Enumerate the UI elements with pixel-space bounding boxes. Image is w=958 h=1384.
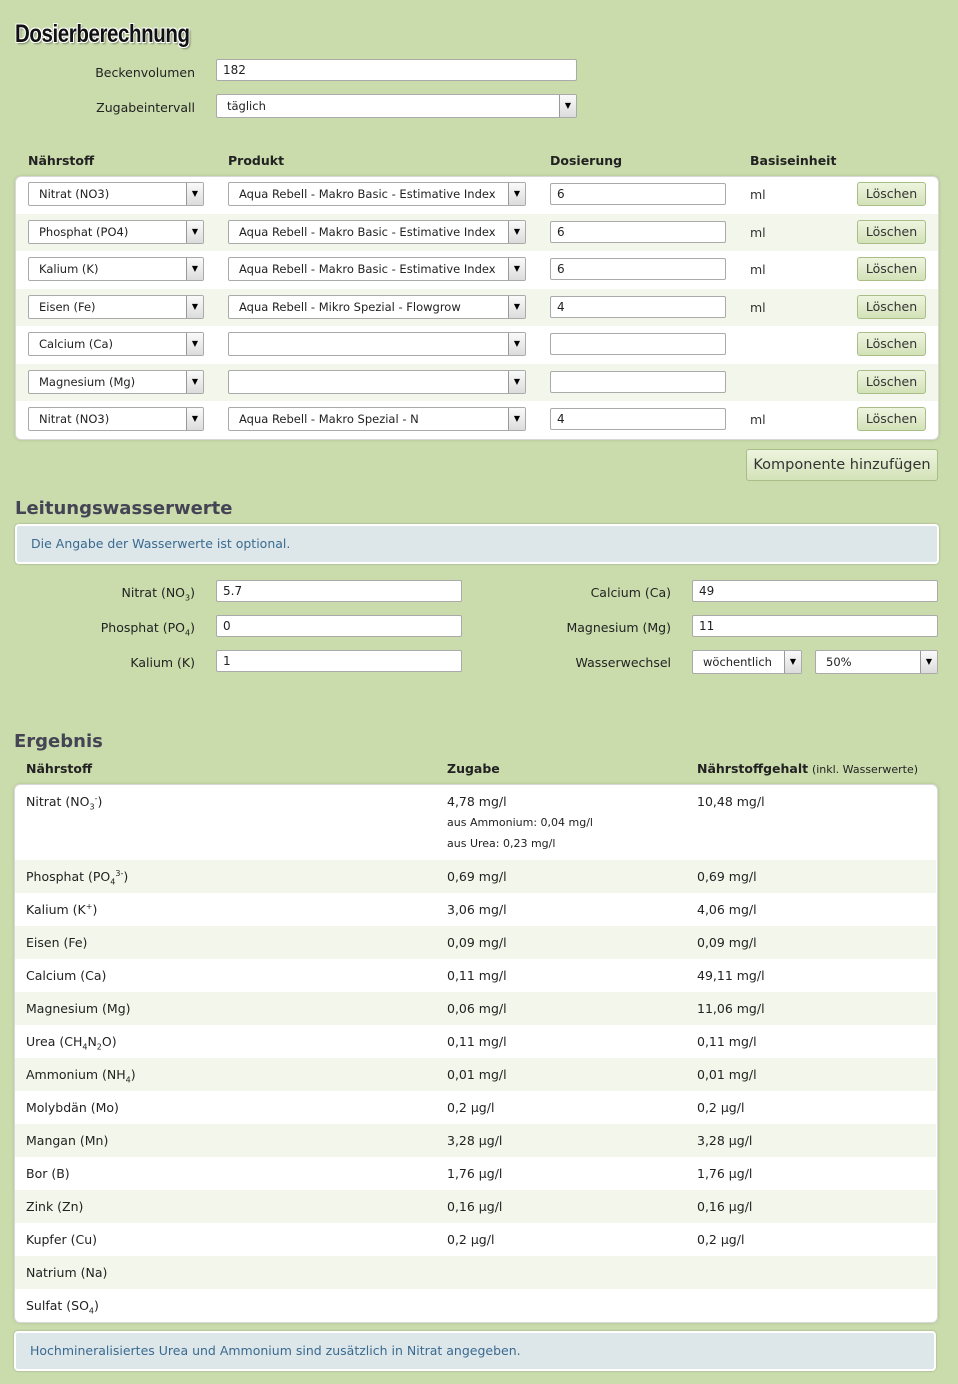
result-nitrate-add: 4,78 mg/l	[447, 794, 507, 809]
delete-button[interactable]: Löschen	[857, 407, 926, 431]
delete-button[interactable]: Löschen	[857, 182, 926, 206]
tap-calcium-input[interactable]: 49	[692, 580, 938, 602]
zugabeintervall-label: Zugabeintervall	[96, 100, 195, 115]
tapwater-info-text: Die Angabe der Wasserwerte ist optional.	[31, 536, 291, 551]
dose-input[interactable]: 6	[550, 183, 726, 205]
tapwater-info-box	[15, 524, 939, 564]
unit-text: ml	[750, 262, 766, 277]
result-potassium-name: Kalium (K+)	[26, 902, 98, 918]
tap-magnesium-input[interactable]: 11	[692, 615, 938, 637]
result-row-content: 3,28 µg/l	[697, 1133, 753, 1148]
result-row-add: 0,2 µg/l	[447, 1100, 495, 1115]
result-phosphate-add: 0,69 mg/l	[447, 869, 507, 884]
result-ammonium-add: 0,01 mg/l	[447, 1067, 507, 1082]
unit-text: ml	[750, 412, 766, 427]
result-col-zugabe: Zugabe	[447, 761, 500, 776]
dose-input[interactable]: 6	[550, 221, 726, 243]
product-select[interactable]	[228, 295, 526, 319]
result-row-stripe	[15, 1256, 936, 1289]
delete-button[interactable]: Löschen	[857, 332, 926, 356]
nutrient-select[interactable]	[28, 332, 204, 356]
dropdown-arrow-icon: ▼	[559, 95, 576, 117]
dropdown-arrow-icon: ▼	[186, 221, 203, 243]
result-row-name: Natrium (Na)	[26, 1265, 108, 1280]
dose-input[interactable]: 6	[550, 258, 726, 280]
result-title: Ergebnis	[14, 731, 103, 752]
delete-button[interactable]: Löschen	[857, 220, 926, 244]
unit-text: ml	[750, 225, 766, 240]
beckenvolumen-input[interactable]: 182	[216, 59, 577, 81]
col-header-dosierung: Dosierung	[550, 153, 623, 168]
tap-phosphate-label: Phosphat $(PO_4)$	[100, 620, 195, 638]
dose-input[interactable]	[550, 333, 726, 355]
nutrient-select-value: Phosphat (PO4)	[39, 225, 129, 239]
result-urea-content: 0,11 mg/l	[697, 1034, 757, 1049]
nutrient-select[interactable]	[28, 370, 204, 394]
delete-button[interactable]: Löschen	[857, 295, 926, 319]
dropdown-arrow-icon: ▼	[784, 651, 801, 673]
tap-potassium-input[interactable]: 1	[216, 650, 462, 672]
nutrient-select[interactable]	[28, 257, 204, 281]
dose-input[interactable]: 4	[550, 296, 726, 318]
waterchange-interval-value: wöchentlich	[703, 655, 772, 669]
product-select-value: Aqua Rebell - Makro Basic - Estimative Index	[239, 262, 496, 276]
delete-button[interactable]: Löschen	[857, 257, 926, 281]
dropdown-arrow-icon: ▼	[508, 221, 525, 243]
tap-potassium-label: Kalium (K)	[130, 655, 195, 670]
result-row-name: Zink (Zn)	[26, 1199, 84, 1214]
dropdown-arrow-icon: ▼	[186, 408, 203, 430]
result-footer-info-text: Hochmineralisiertes Urea und Ammonium sind zusätzlich in Nitrat angegeben.	[30, 1343, 521, 1358]
result-nitrate-ammonium: aus Ammonium: 0,04 mg/l	[447, 816, 593, 829]
nutrient-select-value: Kalium (K)	[39, 262, 99, 276]
nutrient-select-value: Magnesium (Mg)	[39, 375, 136, 389]
dropdown-arrow-icon: ▼	[508, 408, 525, 430]
zugabeintervall-select[interactable]	[216, 94, 577, 118]
result-col-naehrstoff: Nährstoff	[26, 761, 93, 776]
result-row-content: 0,09 mg/l	[697, 935, 757, 950]
product-select[interactable]	[228, 220, 526, 244]
waterchange-label: Wasserwechsel	[575, 655, 671, 670]
dropdown-arrow-icon: ▼	[186, 333, 203, 355]
dropdown-arrow-icon: ▼	[186, 296, 203, 318]
result-row-name: Magnesium (Mg)	[26, 1001, 131, 1016]
nutrient-select-value: Nitrat (NO3)	[39, 187, 110, 201]
dropdown-arrow-icon: ▼	[508, 183, 525, 205]
result-row-name: Calcium (Ca)	[26, 968, 107, 983]
dropdown-arrow-icon: ▼	[508, 258, 525, 280]
tapwater-title: Leitungswasserwerte	[15, 498, 233, 519]
product-select[interactable]	[228, 370, 526, 394]
col-header-basiseinheit: Basiseinheit	[750, 153, 837, 168]
result-ammonium-name: Ammonium $(NH_4)$	[26, 1067, 136, 1085]
result-nitrate-content: 10,48 mg/l	[697, 794, 765, 809]
tap-nitrate-label: Nitrat $(NO_3)$	[121, 585, 195, 603]
result-row-add: 0,06 mg/l	[447, 1001, 507, 1016]
waterchange-percent-select[interactable]	[815, 650, 938, 674]
product-select[interactable]	[228, 332, 526, 356]
beckenvolumen-label: Beckenvolumen	[95, 65, 195, 80]
page-title: Dosierberechnung	[15, 20, 190, 48]
tap-nitrate-input[interactable]: 5.7	[216, 580, 462, 602]
result-row-content: 0,2 µg/l	[697, 1232, 745, 1247]
result-phosphate-name: Phosphat $(PO_4^{3-})$	[26, 869, 129, 887]
dropdown-arrow-icon: ▼	[920, 651, 937, 673]
result-urea-name: Urea $(CH_4N_2O)$	[26, 1034, 117, 1052]
tap-calcium-label: Calcium (Ca)	[590, 585, 671, 600]
col-header-produkt: Produkt	[228, 153, 285, 168]
unit-text: ml	[750, 300, 766, 315]
result-row-name: Mangan (Mn)	[26, 1133, 109, 1148]
dose-input[interactable]: 4	[550, 408, 726, 430]
result-ammonium-content: 0,01 mg/l	[697, 1067, 757, 1082]
result-row-name: Bor (B)	[26, 1166, 70, 1181]
waterchange-percent-value: 50%	[826, 655, 852, 669]
result-row-content: 1,76 µg/l	[697, 1166, 753, 1181]
result-phosphate-content: 0,69 mg/l	[697, 869, 757, 884]
result-row-add: 0,2 µg/l	[447, 1232, 495, 1247]
result-row-content: 11,06 mg/l	[697, 1001, 765, 1016]
result-nitrate-name: Nitrat $(NO_3^-)$	[26, 794, 103, 812]
result-row-content: 0,16 µg/l	[697, 1199, 753, 1214]
result-potassium-add: 3,06 mg/l	[447, 902, 507, 917]
result-row-add: 0,09 mg/l	[447, 935, 507, 950]
nutrient-select-value: Eisen (Fe)	[39, 300, 96, 314]
result-col-gehalt: Nährstoffgehalt (inkl. Wasserwerte)	[697, 761, 919, 776]
dropdown-arrow-icon: ▼	[186, 183, 203, 205]
dose-input[interactable]	[550, 371, 726, 393]
result-row-content: 49,11 mg/l	[697, 968, 765, 983]
product-select-value: Aqua Rebell - Makro Spezial - N	[239, 412, 419, 426]
result-potassium-content: 4,06 mg/l	[697, 902, 757, 917]
product-select[interactable]	[228, 257, 526, 281]
result-footer-info	[14, 1331, 936, 1371]
dropdown-arrow-icon: ▼	[508, 371, 525, 393]
dropdown-arrow-icon: ▼	[508, 333, 525, 355]
result-row-add: 0,11 mg/l	[447, 968, 507, 983]
tap-phosphate-input[interactable]: 0	[216, 615, 462, 637]
dropdown-arrow-icon: ▼	[508, 296, 525, 318]
product-select-value: Aqua Rebell - Mikro Spezial - Flowgrow	[239, 300, 461, 314]
nutrient-select[interactable]	[28, 220, 204, 244]
result-row-content: 0,2 µg/l	[697, 1100, 745, 1115]
result-sulfate-name: Sulfat $(SO_4)$	[26, 1298, 99, 1316]
waterchange-interval-select[interactable]	[692, 650, 802, 674]
result-row-name: Molybdän (Mo)	[26, 1100, 119, 1115]
result-nitrate-urea: aus Urea: 0,23 mg/l	[447, 837, 556, 850]
zugabeintervall-value: täglich	[227, 99, 266, 113]
product-select-value: Aqua Rebell - Makro Basic - Estimative Index	[239, 225, 496, 239]
result-row-add: 1,76 µg/l	[447, 1166, 503, 1181]
product-select[interactable]	[228, 407, 526, 431]
delete-button[interactable]: Löschen	[857, 370, 926, 394]
dropdown-arrow-icon: ▼	[186, 258, 203, 280]
product-select[interactable]	[228, 182, 526, 206]
nutrient-select-value: Nitrat (NO3)	[39, 412, 110, 426]
nutrient-select[interactable]	[28, 182, 204, 206]
result-row-add: 3,28 µg/l	[447, 1133, 503, 1148]
result-row-name: Kupfer (Cu)	[26, 1232, 98, 1247]
nutrient-select[interactable]	[28, 295, 204, 319]
product-select-value: Aqua Rebell - Makro Basic - Estimative Index	[239, 187, 496, 201]
unit-text: ml	[750, 187, 766, 202]
dropdown-arrow-icon: ▼	[186, 371, 203, 393]
result-urea-add: 0,11 mg/l	[447, 1034, 507, 1049]
nutrient-select-value: Calcium (Ca)	[39, 337, 113, 351]
col-header-naehrstoff: Nährstoff	[28, 153, 95, 168]
add-component-button[interactable]: Komponente hinzufügen	[746, 449, 938, 481]
result-row-name: Eisen (Fe)	[26, 935, 88, 950]
result-row-add: 0,16 µg/l	[447, 1199, 503, 1214]
tap-magnesium-label: Magnesium (Mg)	[566, 620, 671, 635]
nutrient-select[interactable]	[28, 407, 204, 431]
